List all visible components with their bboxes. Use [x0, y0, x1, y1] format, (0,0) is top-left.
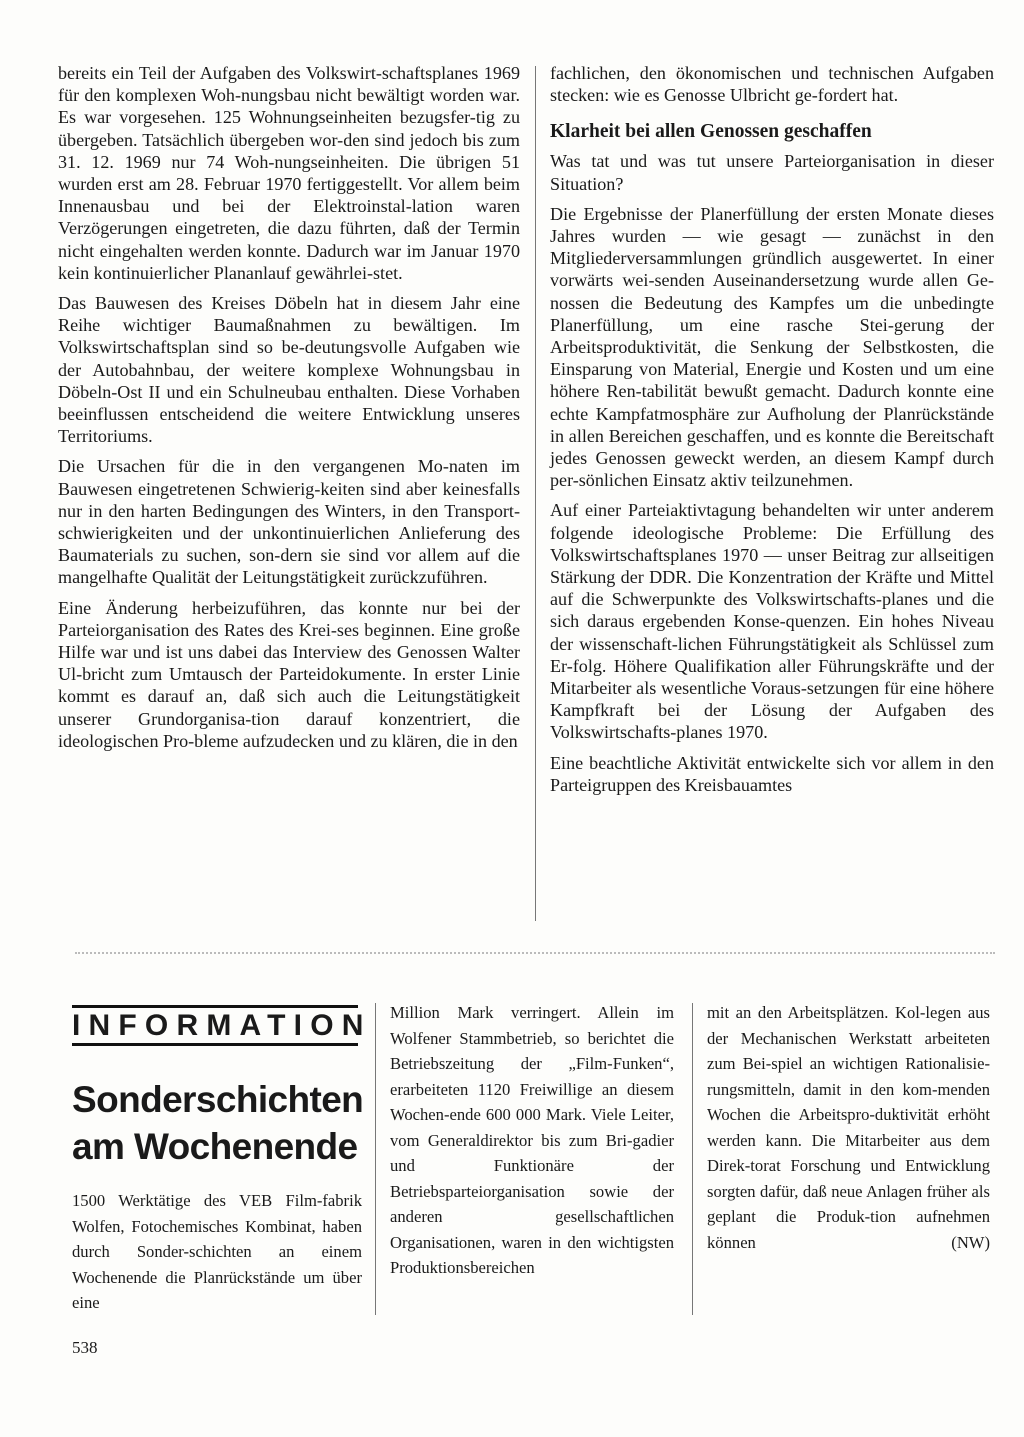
article-left-column — [58, 62, 520, 760]
paragraph: Million Mark verringert. Allein im Wolfener Stammbetrieb, so berichtet die Betriebszeitung der „Film-Funken“, erarbeiteten 1120 Freiwillige an diesem Wochen-ende 600 000 Mark. Viele Leiter, vom Generaldirektor bis zum Bri-gadier und Funktionäre der Betriebsparteiorganisation sowie der anderen gesellschaftlichen Organisationen, waren in den wichtigsten Produktionsbereichen — [390, 1003, 674, 1277]
page-number: 538 — [72, 1338, 98, 1357]
paragraph: Die Ergebnisse der Planerfüllung der ersten Monate dieses Jahres wurden — wie gesagt — zunächst in den Mitgliederversammlungen gründlich ausgewertet. In einer vorwärts wei-senden Auseinandersetzung wurde allen Ge-nossen die Bedeutung des Kampfes um die unbedingte Planerfüllung, um eine rasche Stei-gerung der Arbeitsproduktivität, die Senkung der Selbstkosten, die Einsparung von Material, Energie und Kosten und um eine höhere Ren-tabilität bewußt gemacht. Dadurch konnte eine echte Kampfatmosphäre zur Aufholung der Planrückstände in allen Bereichen geschaffen, und es konnte die Bereitschaft jedes Genossen geweckt werden, an diesem Kampf durch per-sönlichen Einsatz aktiv teilzunehmen. — [550, 203, 994, 491]
section-subheading: Klarheit bei allen Genossen geschaffen — [550, 121, 872, 143]
info-headline-line: Sonderschichten — [72, 1079, 364, 1120]
paragraph-text: mit an den Arbeitsplätzen. Kol-legen aus der Mechanischen Werkstatt arbeiteten zum Bei-spiel an wichtigen Rationalisie-rungsmitteln, damit in den kom-menden Wochen die Arbeitspro-duktivität erhöht werden kann. Die Mitarbeiter aus dem Direk-torat Forschung und Entwicklung sorgten dafür, daß neue Anlagen früher als geplant die Produk-tion aufnehmen können — [707, 1003, 990, 1252]
info-column-1 — [72, 1188, 362, 1316]
paragraph: Was tat und was tut unsere Parteiorganisation in dieser Situation? — [550, 151, 994, 194]
info-label: INFORMATION — [72, 1009, 372, 1042]
paragraph: Eine Änderung herbeizuführen, das konnte nur bei der Parteiorganisation des Rates des Krei-ses beginnen. Eine große Hilfe war und ist uns dabei das Interview des Genossen Walter Ul-bricht zum Umtausch der Parteidokumente. In erster Linie kommt es darauf an, daß sich auch die Leitungstätigkeit unserer Grundorganisa-tion darauf konzentriert, die ideologischen Pro-bleme aufzudecken und zu klären, die in den — [58, 597, 520, 751]
info-column-3 — [707, 1000, 990, 1255]
paragraph: fachlichen, den ökonomischen und technischen Aufgaben stecken: wie es Genosse Ulbricht ge-fordert hat. — [550, 63, 994, 106]
article-right-column — [550, 62, 994, 804]
paragraph: 1500 Werktätige des VEB Film-fabrik Wolfen, Fotochemisches Kombinat, haben durch Sonder-schichten an einem Wochenende die Planrückstände um über eine — [72, 1191, 362, 1312]
paragraph: Eine beachtliche Aktivität entwickelte sich vor allem in den Parteigruppen des Kreisbauamtes — [550, 752, 994, 795]
author-signature: (NW) — [951, 1232, 990, 1252]
column-divider — [535, 66, 536, 921]
info-headline — [72, 1076, 372, 1170]
info-column-2 — [390, 1000, 674, 1281]
column-divider — [375, 1003, 376, 1315]
column-divider — [692, 1003, 693, 1315]
paragraph — [707, 1000, 990, 1255]
info-rule-bottom — [72, 1043, 358, 1046]
paragraph: Die Ursachen für die in den vergangenen Mo-naten im Bauwesen eingetretenen Schwierig-keiten sind aber keinesfalls nur in den harten Bedingungen des Winters, in den Transport-schwierigkeiten und der unkontinuierlichen Anlieferung des Baumaterials zu suchen, son-dern sie sind vor allem auf die mangelhafte Qualität der Leitungstätigkeit zurückzuführen. — [58, 456, 520, 588]
paragraph: bereits ein Teil der Aufgaben des Volkswirt-schaftsplanes 1969 für den komplexen Woh-nungsbau nicht bewältigt worden war. Es war vorgesehen. 125 Wohnungseinheiten bezugsfer-tig zu übergeben. Tatsächlich übergeben wor-den sind jedoch bis zum 31. 12. 1969 nur 74 Woh-nungseinheiten. Die übrigen 51 wurden erst am 28. Februar 1970 fertiggestellt. Vor allem beim Innenausbau und bei der Elektroinstal-lation waren Verzögerungen eingetreten, die dazu führten, daß der Termin nicht eingehalten werden konnte. Dadurch war im Januar 1970 kein kontinuierlicher Plananlauf gewährlei-stet. — [58, 63, 520, 283]
info-rule-top — [72, 1005, 358, 1008]
paragraph: Das Bauwesen des Kreises Döbeln hat in diesem Jahr eine Reihe wichtiger Baumaßnahmen zu bewältigen. Im Volkswirtschaftsplan sind so be-deutungsvolle Aufgaben wie der Autobahnbau, der weitere komplexe Wohnungsbau in Döbeln-Ost II und ein Schulneubau enthalten. Diese Vorhaben beeinflussen entscheidend die weitere Entwicklung unseres Territoriums. — [58, 293, 520, 447]
section-divider — [75, 952, 995, 954]
info-headline-line: am Wochenende — [72, 1126, 358, 1167]
paragraph: Auf einer Parteiaktivtagung behandelten wir unter anderem folgende ideologische Probleme: Die Erfüllung des Volkswirtschaftsplanes 1970 — unser Beitrag zur allseitigen Stärkung der DDR. Die Konzentration der Kräfte und Mittel auf die Schwerpunkte des Volkswirtschafts-planes und die sich daraus ergebenden Konse-quenzen. Ein hohes Niveau der wissenschaft-lichen Führungstätigkeit als Schlüssel zum Er-folg. Höhere Qualifikation aller Führungskräfte und der Mitarbeiter als wesentliche Voraus-setzungen für eine höhere Kampfkraft bei der Lösung der Aufgaben des Volkswirtschafts-planes 1970. — [550, 500, 994, 743]
